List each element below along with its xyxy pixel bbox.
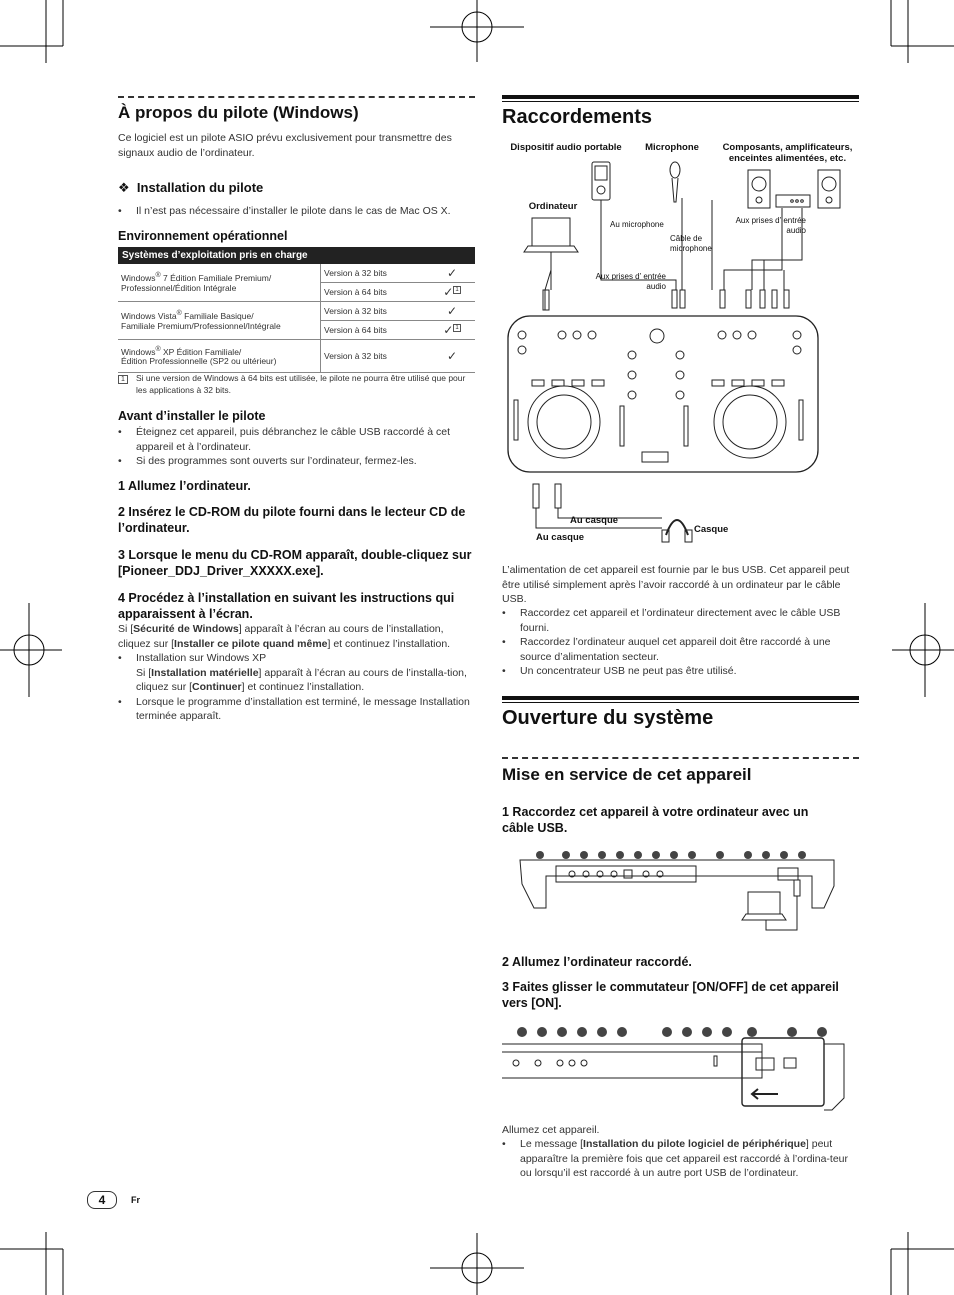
table-header: Systèmes d’exploitation pris en charge: [118, 247, 475, 264]
open-step-3: 3 Faites glisser le commutateur [ON/OFF] de cet appareil vers [ON].: [502, 980, 839, 1010]
headphones-icon: [662, 520, 692, 542]
footnote: 1 Si une version de Windows à 64 bits est utilisée, le pilote ne pourra être utilisé que pour les applications à 32 bits.: [118, 372, 475, 396]
list-item: • Raccordez cet appareil et l’ordinateur directement avec le câble USB fourni.: [502, 607, 841, 634]
controller-icon: [508, 316, 818, 472]
label-aux-prises-l: Aux prises d’ entrée audio: [595, 272, 666, 291]
connection-diagram: [502, 140, 859, 550]
install-note: • Il n’est pas nécessaire d’installer le pilote dans le cas de Mac OS X.: [118, 205, 451, 217]
check-icon: ✓: [443, 323, 454, 337]
section-divider: [118, 96, 475, 98]
power-paragraph: L’alimentation de cet appareil est fournie par le bus USB. Cet appareil peut être utilisé simplement après l’avoir raccordé à un ordinateur par le câble USB.: [502, 564, 850, 605]
list-item: • Installation sur Windows XP Si [Installation matérielle] apparaît à l’écran au cours de l’installa-tion, cliquez sur [Continuer] et continuez l’installation.: [118, 652, 467, 693]
laptop-icon: [742, 892, 786, 920]
install-heading: ❖ Installation du pilote: [118, 180, 264, 195]
diamond-icon: ❖: [118, 180, 130, 195]
list-item: • Raccordez l’ordinateur auquel cet appareil doit être raccordé à une source d’alimentation secteur.: [502, 636, 831, 663]
label-microphone: Microphone: [645, 142, 699, 153]
label-components: Composants, amplificateurs, enceintes alimentées, etc.: [722, 142, 853, 164]
step-2: 2 Insérez le CD-ROM du pilote fourni dans le lecteur CD de l’ordinateur.: [118, 505, 466, 535]
before-list: [118, 425, 475, 469]
label-portable: Dispositif audio portable: [510, 142, 622, 153]
speaker-icon: [748, 170, 770, 208]
usb-diagram: [516, 846, 841, 936]
connections-title: Raccordements: [502, 106, 653, 128]
step-4-text: Si [Sécurité de Windows] apparaît à l’écran au cours de l’installation, cliquez sur [Installer ce pilote quand même] et continuez l’installation.: [118, 623, 451, 650]
label-aux-prises-r: Aux prises d’ entrée audio: [735, 216, 806, 235]
table-row: Version à 64 bits ✓ $^1$: [118, 321, 475, 340]
check-icon: ✓: [429, 340, 475, 373]
section-rule: [502, 101, 859, 102]
step-1: 1 Allumez l’ordinateur.: [118, 479, 251, 493]
section-rule: [502, 95, 859, 99]
section-divider: [502, 757, 859, 759]
table-row: Windows® XP Édition Familiale/ Édition Professionnelle (SP2 ou ultérieur) Version à 32 bits ✓: [118, 340, 475, 373]
check-icon: ✓: [443, 285, 454, 299]
section-rule: [502, 702, 859, 703]
opening-title: Ouverture du système: [502, 707, 714, 729]
env-heading: Environnement opérationnel: [118, 229, 288, 243]
check-icon: ✓: [429, 264, 475, 283]
page-number: 4: [87, 1191, 117, 1209]
speaker-icon: [818, 170, 840, 208]
intro-paragraph: Ce logiciel est un pilote ASIO prévu exclusivement pour transmettre des signaux audio de l’ordinateur.: [118, 132, 452, 159]
laptop-icon: [524, 218, 578, 252]
power-on-title: Mise en service de cet appareil: [502, 765, 752, 784]
microphone-icon: [670, 162, 680, 202]
onoff-diagram: [502, 1018, 847, 1114]
os-table: [118, 247, 475, 373]
step-4-list: [118, 651, 475, 724]
label-casque: Casque: [694, 524, 729, 535]
label-ordinateur: Ordinateur: [528, 201, 578, 212]
final-text: Allumez cet appareil.: [502, 1124, 600, 1136]
final-list-item: • Le message [Installation du pilote logiciel de périphérique] peut apparaître la première fois que cet appareil est raccordé à l’ordina-teur ou lorsqu’il est raccordé à un autre port USB de l’ordinateur.: [502, 1138, 849, 1179]
open-step-1: 1 Raccordez cet appareil à votre ordinateur avec un câble USB.: [502, 805, 809, 835]
step-3: 3 Lorsque le menu du CD-ROM apparaît, double-cliquez sur [Pioneer_DDJ_Driver_XXXXX.exe].: [118, 548, 472, 578]
before-heading: Avant d’installer le pilote: [118, 409, 266, 423]
label-au-micro: Au microphone: [610, 220, 664, 229]
label-au-casque-2: Au casque: [536, 532, 585, 543]
table-row: Windows® 7 Édition Familiale Premium/ Professionnel/Édition Intégrale Version à 32 bits ✓: [118, 264, 475, 283]
list-item: • Si des programmes sont ouverts sur l’ordinateur, fermez-les.: [118, 455, 417, 467]
list-item: • Lorsque le programme d’installation est terminé, le message Installation terminée apparaît.: [118, 695, 470, 722]
list-item: • Éteignez cet appareil, puis débranchez le câble USB raccordé à cet appareil et à l’ordinateur.: [118, 426, 451, 453]
step-4: 4 Procédez à l’installation en suivant les instructions qui apparaissent à l’écran.: [118, 591, 455, 621]
amplifier-icon: [776, 195, 810, 207]
power-list: [502, 606, 859, 679]
check-icon: ✓: [429, 302, 475, 321]
open-step-2: 2 Allumez l’ordinateur raccordé.: [502, 955, 692, 969]
list-item: • Un concentrateur USB ne peut pas être utilisé.: [502, 665, 737, 677]
arrow-left-icon: [752, 1089, 778, 1099]
section-title: À propos du pilote (Windows): [118, 103, 359, 122]
label-cable-micro: Câble de microphone: [670, 234, 712, 253]
language-tag: Fr: [131, 1195, 140, 1205]
section-rule: [502, 696, 859, 700]
table-row: Version à 64 bits ✓ $^1$: [118, 283, 475, 302]
label-au-casque-1: Au casque: [570, 515, 619, 526]
table-row: Windows Vista® Familiale Basique/ Familiale Premium/Professionnel/Intégrale Version à 32 bits ✓: [118, 302, 475, 321]
